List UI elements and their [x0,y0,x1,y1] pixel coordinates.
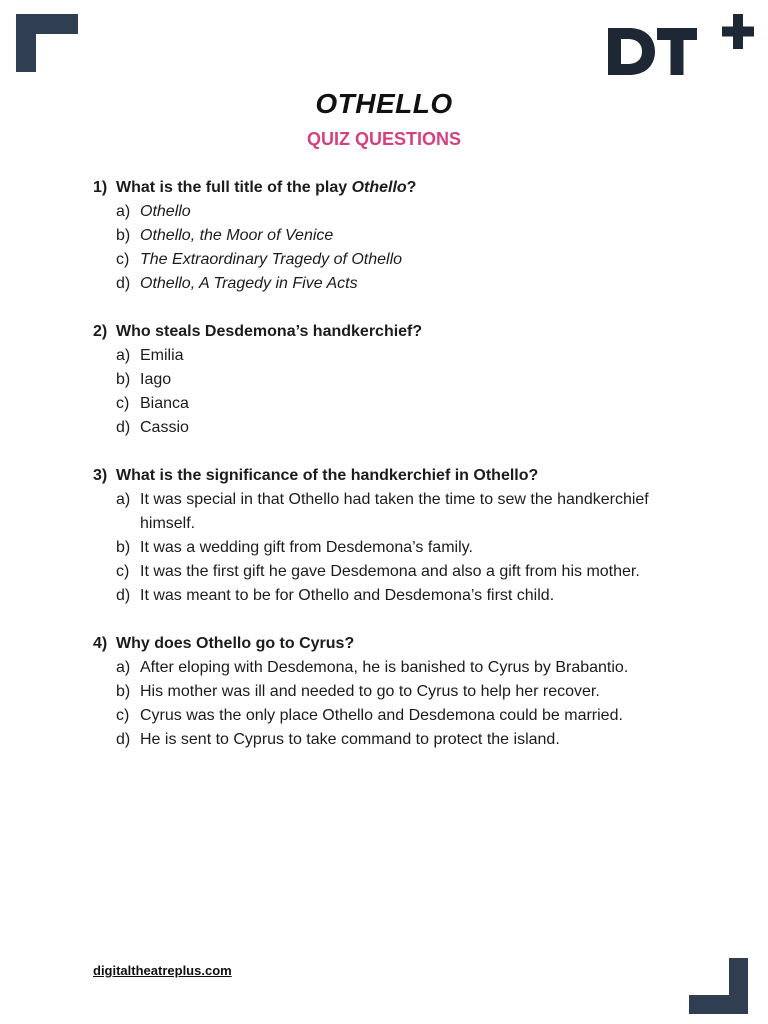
option-text: It was meant to be for Othello and Desdemona’s first child. [140,587,555,604]
corner-bar-vertical [16,14,36,72]
website-link[interactable]: digitaltheatreplus.com [93,963,232,978]
answer-option [93,368,673,392]
answer-option [93,560,673,584]
dt-plus-logo [607,14,755,76]
answer-option [93,488,673,536]
option-text: Cyrus was the only place Othello and Desdemona could be married. [140,707,623,724]
question-text: Who steals Desdemona’s handkerchief? [116,323,423,340]
option-text: After eloping with Desdemona, he is banished to Cyrus by Brabantio. [140,659,629,676]
option-letter: d) [116,731,131,748]
option-text: Cassio [140,419,189,436]
option-text: It was the first gift he gave Desdemona and also a gift from his mother. [140,563,640,580]
answer-option [93,248,673,272]
answer-option [93,224,673,248]
logo-plus [722,14,754,49]
answer-option [93,200,673,224]
option-letter: b) [116,539,131,556]
question-heading [93,176,673,200]
question-text-end: ? [406,179,417,196]
answer-option [93,536,673,560]
option-text: He is sent to Cyprus to take command to protect the island. [140,731,560,748]
answer-option [93,344,673,368]
logo-letter-t [657,28,697,75]
option-letter: a) [116,491,131,508]
option-text: His mother was ill and needed to go to Cyrus to help her recover. [140,683,600,700]
option-text: Othello, A Tragedy in Five Acts [140,275,358,292]
question-number: 4) [93,635,108,652]
question-text [116,176,416,200]
option-letter: a) [116,203,131,220]
answer-option [93,728,673,752]
question-4 [93,632,673,752]
question-text-part: What is the full title of the play [116,179,352,196]
answer-option [93,680,673,704]
logo-letter-d [608,28,655,75]
option-letter: c) [116,251,130,268]
question-heading [93,320,673,344]
question-2 [93,320,673,440]
option-text: Iago [140,371,172,388]
answer-option [93,416,673,440]
page-title: OTHELLO [315,88,453,119]
option-letter: a) [116,659,131,676]
option-letter: b) [116,683,131,700]
option-text: It was special in that Othello had taken the time to sew the handkerchief himself. [140,491,649,532]
question-number: 3) [93,467,108,484]
question-1 [93,176,673,296]
option-text: Emilia [140,347,184,364]
question-text: Why does Othello go to Cyrus? [116,635,355,652]
option-letter: d) [116,587,131,604]
option-letter: b) [116,371,131,388]
option-text: Othello, the Moor of Venice [140,227,334,244]
answer-option [93,704,673,728]
option-letter: d) [116,419,131,436]
option-letter: d) [116,275,131,292]
quiz-list [93,176,673,776]
option-letter: c) [116,395,130,412]
corner-bar-vertical [729,958,748,1014]
answer-option [93,392,673,416]
corner-bracket-top-left [16,14,78,72]
option-letter: c) [116,707,130,724]
question-text-italic: Othello [351,179,407,196]
option-letter: a) [116,347,131,364]
question-number: 1) [93,179,108,196]
option-text: Othello [140,203,191,220]
option-letter: c) [116,563,130,580]
option-letter: b) [116,227,131,244]
corner-bracket-bottom-right [689,958,748,1014]
option-text: It was a wedding gift from Desdemona’s family. [140,539,473,556]
question-text: What is the significance of the handkerchief in Othello? [116,467,539,484]
answer-option [93,656,673,680]
page-subtitle: QUIZ QUESTIONS [306,129,461,149]
answer-option [93,272,673,296]
option-text: Bianca [140,395,189,412]
question-number: 2) [93,323,108,340]
option-text: The Extraordinary Tragedy of Othello [140,251,403,268]
question-heading [93,464,673,488]
answer-option [93,584,673,608]
question-3 [93,464,673,608]
question-heading [93,632,673,656]
